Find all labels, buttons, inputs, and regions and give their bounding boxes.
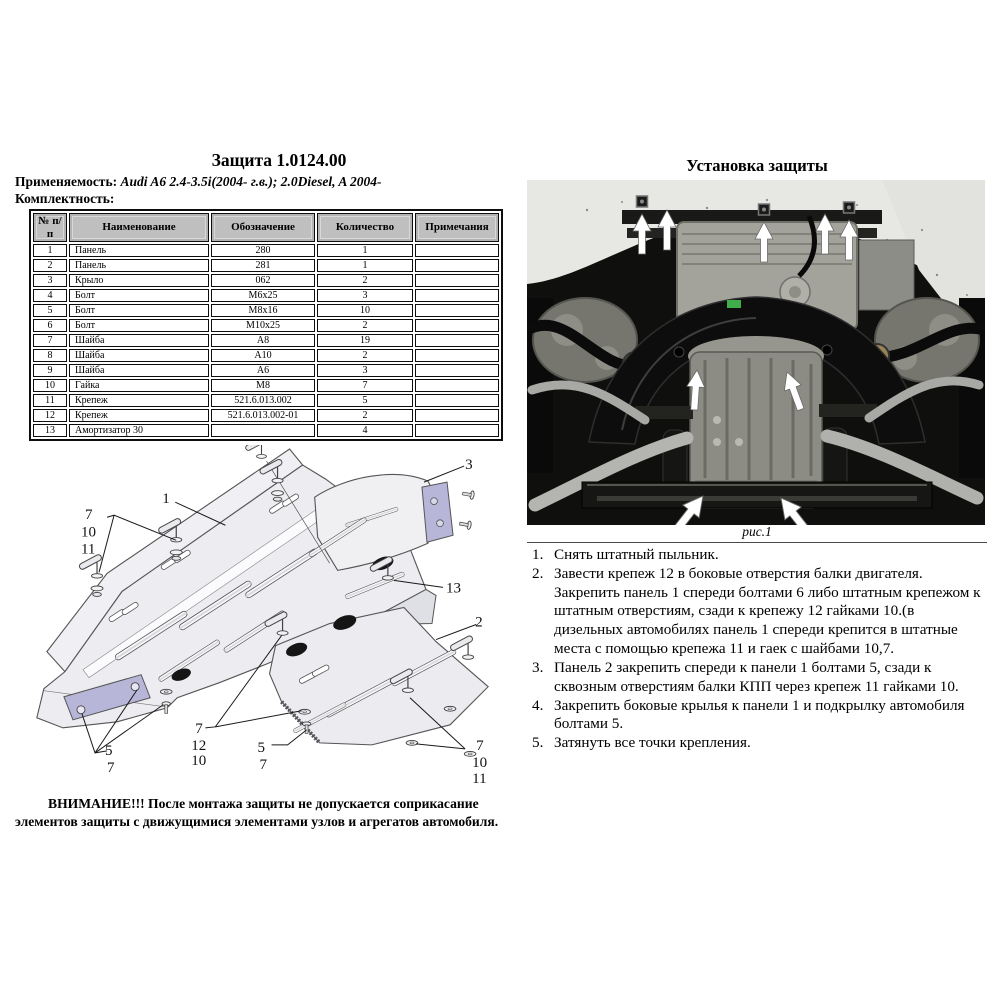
table-cell: 2: [317, 274, 413, 287]
table-row: [33, 319, 499, 332]
table-cell: А6: [211, 364, 315, 377]
table-cell: [415, 319, 499, 332]
underbody-photo-svg: [527, 180, 985, 525]
parts-table: [29, 209, 503, 441]
table-row: [33, 424, 499, 437]
table-cell: [415, 274, 499, 287]
table-cell: [415, 364, 499, 377]
table-cell: [415, 379, 499, 392]
table-cell: 11: [33, 394, 67, 407]
table-cell: 1: [317, 244, 413, 257]
left-column: [15, 150, 507, 831]
table-cell: Крепеж: [69, 394, 209, 407]
table-row: [33, 364, 499, 377]
table-cell: Шайба: [69, 349, 209, 362]
assembly-diagram: [18, 445, 507, 791]
warning-text: ВНИМАНИЕ!!! После монтажа защиты не допускается соприкасание элементов защиты с движущимися элементами узлов и агрегатов автомобиля.: [15, 796, 499, 830]
table-cell: 5: [317, 394, 413, 407]
table-cell: [415, 304, 499, 317]
table-cell: М10х25: [211, 319, 315, 332]
table-cell: [415, 334, 499, 347]
table-cell: [415, 409, 499, 422]
callout-7b: 7: [107, 760, 115, 777]
crossmember: [582, 482, 932, 508]
table-row: [33, 274, 499, 287]
callout-10c: 10: [191, 753, 207, 770]
table-cell: 8: [33, 349, 67, 362]
table-row: [33, 334, 499, 347]
table-cell: 7: [317, 379, 413, 392]
table-cell: 19: [317, 334, 413, 347]
callout-7a: 7: [84, 507, 93, 524]
table-row: [33, 379, 499, 392]
applicability-value: Audi A6 2.4-3.5i(2004- г.в.); 2.0Diesel, A 2004-: [120, 174, 382, 189]
installation-steps: [527, 546, 987, 753]
installation-title: Установка защиты: [686, 156, 828, 175]
table-cell: [211, 424, 315, 437]
green-sticker: [727, 300, 741, 308]
instruction-step: Затянуть все точки крепления.: [554, 734, 751, 752]
separator-line: [527, 542, 987, 543]
callout-13: 13: [446, 580, 462, 597]
table-cell: 3: [317, 364, 413, 377]
callout-5d: 5: [257, 740, 266, 757]
callout-10a: 10: [80, 524, 97, 541]
figure-caption: рис.1: [742, 524, 772, 539]
table-cell: А8: [211, 334, 315, 347]
table-cell: Шайба: [69, 364, 209, 377]
instruction-step: Завести крепеж 12 в боковые отверстия балки двигателя. Закрепить панель 1 спереди болтами 6 либо штатным крепежом к штатным отверстиям, сзади к крепежу 12 гайками 10.(в дизельных автомобилях панель 1 спереди крепится в штатные места с помощью крепежа 11 и гаек с шайбами 10,7.: [554, 564, 981, 658]
table-cell: 7: [33, 334, 67, 347]
right-column: [527, 156, 987, 753]
table-cell: Панель: [69, 259, 209, 272]
table-cell: 1: [33, 244, 67, 257]
table-cell: Болт: [69, 304, 209, 317]
callout-1: 1: [162, 491, 170, 508]
table-cell: 3: [317, 289, 413, 302]
table-cell: [415, 349, 499, 362]
column-header: № п/п: [33, 213, 67, 242]
table-cell: [415, 244, 499, 257]
callout-11a: 11: [80, 541, 96, 558]
table-cell: Панель: [69, 244, 209, 257]
table-cell: 5: [33, 304, 67, 317]
callout-3: 3: [465, 457, 473, 474]
table-cell: Шайба: [69, 334, 209, 347]
underbody-photo: [527, 180, 987, 525]
table-cell: Амортизатор 30: [69, 424, 209, 437]
table-cell: 13: [33, 424, 67, 437]
table-cell: 10: [317, 304, 413, 317]
applicability-line: [15, 174, 507, 190]
table-cell: [415, 424, 499, 437]
table-cell: 6: [33, 319, 67, 332]
table-cell: Гайка: [69, 379, 209, 392]
column-header: Количество: [317, 213, 413, 242]
table-cell: 2: [317, 349, 413, 362]
table-row: [33, 289, 499, 302]
table-cell: 4: [33, 289, 67, 302]
callout-11e: 11: [472, 771, 487, 787]
instruction-step: Панель 2 закрепить спереди к панели 1 болтами 5, сзади к сквозным отверстиям балки КПП через крепеж 11 гайками 10.: [554, 658, 959, 695]
instruction-step: Снять штатный пыльник.: [554, 545, 719, 563]
column-header: Наименование: [69, 213, 209, 242]
table-cell: 521.6.013.002-01: [211, 409, 315, 422]
instruction-step: Закрепить боковые крылья к панели 1 и подкрылку автомобиля болтами 5.: [554, 696, 965, 733]
callout-7d: 7: [259, 757, 268, 774]
column-header: Обозначение: [211, 213, 315, 242]
table-cell: 521.6.013.002: [211, 394, 315, 407]
table-cell: 10: [33, 379, 67, 392]
table-row: [33, 244, 499, 257]
table-cell: 2: [33, 259, 67, 272]
table-cell: 9: [33, 364, 67, 377]
table-cell: 4: [317, 424, 413, 437]
table-cell: М8х16: [211, 304, 315, 317]
table-cell: [415, 259, 499, 272]
callout-7e: 7: [476, 738, 484, 755]
table-cell: 062: [211, 274, 315, 287]
side-wing-right: [315, 475, 475, 571]
callout-5b: 5: [105, 743, 113, 760]
table-cell: М8: [211, 379, 315, 392]
applicability-label: Применяемость:: [15, 174, 118, 189]
table-cell: М6х25: [211, 289, 315, 302]
kit-label: Комплектность:: [15, 191, 115, 206]
table-cell: 281: [211, 259, 315, 272]
column-header: Примечания: [415, 213, 499, 242]
table-cell: 1: [317, 259, 413, 272]
table-row: [33, 349, 499, 362]
table-cell: Болт: [69, 319, 209, 332]
table-cell: Крыло: [69, 274, 209, 287]
table-cell: [415, 289, 499, 302]
callout-7c: 7: [195, 721, 203, 738]
table-row: [33, 394, 499, 407]
callout-10e: 10: [472, 755, 488, 772]
page-title: Защита 1.0124.00: [211, 150, 347, 170]
table-row: [33, 304, 499, 317]
callout-2: 2: [475, 614, 483, 631]
assembly-diagram-svg: [18, 445, 506, 786]
table-cell: 280: [211, 244, 315, 257]
table-cell: [415, 394, 499, 407]
table-cell: Крепеж: [69, 409, 209, 422]
table-cell: Болт: [69, 289, 209, 302]
table-row: [33, 259, 499, 272]
table-row: [33, 409, 499, 422]
table-cell: 12: [33, 409, 67, 422]
callout-12: 12: [191, 738, 207, 755]
table-cell: 2: [317, 319, 413, 332]
table-cell: 3: [33, 274, 67, 287]
table-cell: 2: [317, 409, 413, 422]
table-cell: А10: [211, 349, 315, 362]
